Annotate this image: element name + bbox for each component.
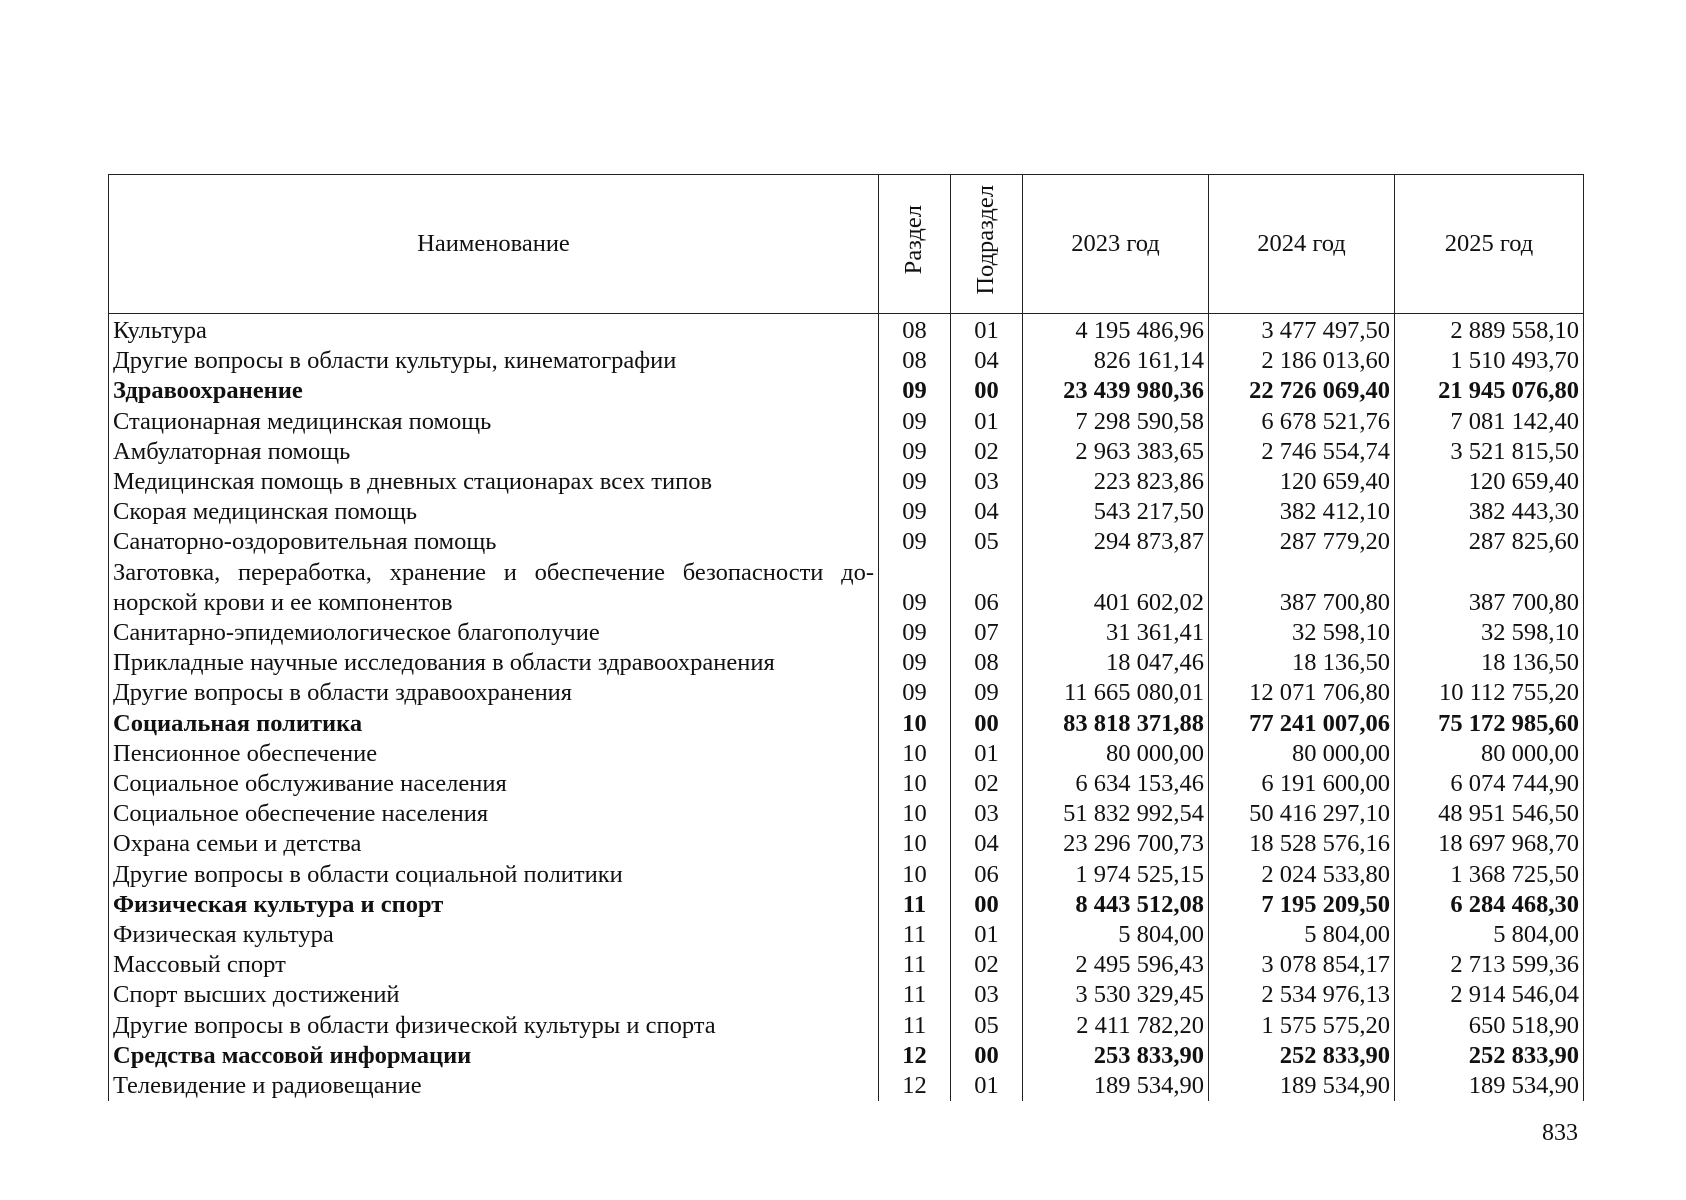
row-value-2025: 48 951 546,50 bbox=[1395, 799, 1584, 829]
row-value-2023: 2 411 782,20 bbox=[1023, 1011, 1209, 1041]
table-row bbox=[109, 920, 1584, 950]
row-subsection: 01 bbox=[951, 739, 1023, 769]
row-value-2024: 32 598,10 bbox=[1209, 618, 1395, 648]
row-value-2025: 287 825,60 bbox=[1395, 527, 1584, 557]
row-name: Массовый спорт bbox=[109, 950, 879, 980]
table-row bbox=[109, 558, 1584, 618]
row-value-2024: 3 477 497,50 bbox=[1209, 314, 1395, 347]
row-value-2025: 189 534,90 bbox=[1395, 1071, 1584, 1101]
page-number: 833 bbox=[1542, 1120, 1578, 1146]
row-section: 10 bbox=[879, 799, 951, 829]
header-year-2025: 2025 год bbox=[1395, 175, 1584, 314]
row-value-2024: 252 833,90 bbox=[1209, 1041, 1395, 1071]
header-subsection-label: Подраздел bbox=[972, 185, 1000, 295]
table-row bbox=[109, 346, 1584, 376]
table-row bbox=[109, 769, 1584, 799]
row-subsection: 06 bbox=[951, 558, 1023, 618]
header-name: Наименование bbox=[109, 175, 879, 314]
table-row bbox=[109, 1041, 1584, 1071]
row-value-2025: 75 172 985,60 bbox=[1395, 709, 1584, 739]
header-section bbox=[879, 175, 951, 314]
row-value-2023: 3 530 329,45 bbox=[1023, 980, 1209, 1010]
table-row bbox=[109, 648, 1584, 678]
header-year-2024: 2024 год bbox=[1209, 175, 1395, 314]
row-name: Физическая культура и спорт bbox=[109, 890, 879, 920]
row-value-2024: 2 186 013,60 bbox=[1209, 346, 1395, 376]
row-name: Заготовка, переработка, хранение и обеспечение безопасности до-норской крови и ее компонентов bbox=[109, 558, 879, 618]
row-section: 09 bbox=[879, 618, 951, 648]
table-body bbox=[109, 314, 1584, 1102]
table-row bbox=[109, 437, 1584, 467]
row-value-2023: 223 823,86 bbox=[1023, 467, 1209, 497]
row-value-2023: 826 161,14 bbox=[1023, 346, 1209, 376]
row-name: Санитарно-эпидемиологическое благополучие bbox=[109, 618, 879, 648]
row-name: Социальное обслуживание населения bbox=[109, 769, 879, 799]
row-value-2023: 83 818 371,88 bbox=[1023, 709, 1209, 739]
row-value-2025: 387 700,80 bbox=[1395, 558, 1584, 618]
row-value-2023: 4 195 486,96 bbox=[1023, 314, 1209, 347]
row-name: Санаторно-оздоровительная помощь bbox=[109, 527, 879, 557]
row-subsection: 00 bbox=[951, 376, 1023, 406]
row-subsection: 02 bbox=[951, 437, 1023, 467]
row-value-2025: 1 368 725,50 bbox=[1395, 860, 1584, 890]
table-row bbox=[109, 739, 1584, 769]
row-subsection: 00 bbox=[951, 709, 1023, 739]
row-name: Другие вопросы в области здравоохранения bbox=[109, 678, 879, 708]
row-name: Средства массовой информации bbox=[109, 1041, 879, 1071]
row-value-2024: 22 726 069,40 bbox=[1209, 376, 1395, 406]
row-value-2025: 2 914 546,04 bbox=[1395, 980, 1584, 1010]
row-value-2023: 23 439 980,36 bbox=[1023, 376, 1209, 406]
row-name: Амбулаторная помощь bbox=[109, 437, 879, 467]
row-name: Другие вопросы в области физической культуры и спорта bbox=[109, 1011, 879, 1041]
row-section: 10 bbox=[879, 860, 951, 890]
row-section: 09 bbox=[879, 527, 951, 557]
row-value-2023: 401 602,02 bbox=[1023, 558, 1209, 618]
row-value-2025: 32 598,10 bbox=[1395, 618, 1584, 648]
row-value-2023: 51 832 992,54 bbox=[1023, 799, 1209, 829]
row-value-2024: 3 078 854,17 bbox=[1209, 950, 1395, 980]
row-section: 09 bbox=[879, 467, 951, 497]
row-value-2023: 11 665 080,01 bbox=[1023, 678, 1209, 708]
table-row bbox=[109, 618, 1584, 648]
row-subsection: 02 bbox=[951, 769, 1023, 799]
row-value-2023: 23 296 700,73 bbox=[1023, 829, 1209, 859]
table-row bbox=[109, 678, 1584, 708]
row-value-2025: 382 443,30 bbox=[1395, 497, 1584, 527]
row-name: Спорт высших достижений bbox=[109, 980, 879, 1010]
header-year-2023: 2023 год bbox=[1023, 175, 1209, 314]
table-row bbox=[109, 890, 1584, 920]
row-section: 09 bbox=[879, 376, 951, 406]
table-row bbox=[109, 709, 1584, 739]
row-name: Скорая медицинская помощь bbox=[109, 497, 879, 527]
row-value-2025: 5 804,00 bbox=[1395, 920, 1584, 950]
row-value-2024: 189 534,90 bbox=[1209, 1071, 1395, 1101]
row-name: Здравоохранение bbox=[109, 376, 879, 406]
row-section: 09 bbox=[879, 558, 951, 618]
row-name: Культура bbox=[109, 314, 879, 347]
row-value-2023: 2 495 596,43 bbox=[1023, 950, 1209, 980]
row-value-2025: 252 833,90 bbox=[1395, 1041, 1584, 1071]
row-value-2024: 5 804,00 bbox=[1209, 920, 1395, 950]
table-row bbox=[109, 1011, 1584, 1041]
row-value-2025: 6 284 468,30 bbox=[1395, 890, 1584, 920]
row-section: 09 bbox=[879, 678, 951, 708]
row-subsection: 04 bbox=[951, 346, 1023, 376]
row-value-2025: 120 659,40 bbox=[1395, 467, 1584, 497]
row-name: Стационарная медицинская помощь bbox=[109, 407, 879, 437]
row-subsection: 04 bbox=[951, 497, 1023, 527]
row-value-2024: 6 678 521,76 bbox=[1209, 407, 1395, 437]
row-subsection: 05 bbox=[951, 527, 1023, 557]
table-row bbox=[109, 314, 1584, 347]
row-section: 12 bbox=[879, 1041, 951, 1071]
row-section: 11 bbox=[879, 1011, 951, 1041]
row-name: Пенсионное обеспечение bbox=[109, 739, 879, 769]
row-value-2024: 2 746 554,74 bbox=[1209, 437, 1395, 467]
row-value-2024: 6 191 600,00 bbox=[1209, 769, 1395, 799]
row-name: Охрана семьи и детства bbox=[109, 829, 879, 859]
table-row bbox=[109, 376, 1584, 406]
row-subsection: 01 bbox=[951, 314, 1023, 347]
row-value-2025: 2 713 599,36 bbox=[1395, 950, 1584, 980]
row-value-2023: 6 634 153,46 bbox=[1023, 769, 1209, 799]
table-row bbox=[109, 980, 1584, 1010]
table-row bbox=[109, 467, 1584, 497]
row-section: 09 bbox=[879, 437, 951, 467]
table-row bbox=[109, 950, 1584, 980]
row-value-2025: 3 521 815,50 bbox=[1395, 437, 1584, 467]
row-value-2025: 80 000,00 bbox=[1395, 739, 1584, 769]
row-name: Другие вопросы в области социальной политики bbox=[109, 860, 879, 890]
row-value-2024: 18 528 576,16 bbox=[1209, 829, 1395, 859]
table-row bbox=[109, 829, 1584, 859]
row-subsection: 01 bbox=[951, 407, 1023, 437]
row-value-2023: 80 000,00 bbox=[1023, 739, 1209, 769]
row-section: 12 bbox=[879, 1071, 951, 1101]
row-value-2024: 12 071 706,80 bbox=[1209, 678, 1395, 708]
row-name: Социальная политика bbox=[109, 709, 879, 739]
row-value-2024: 1 575 575,20 bbox=[1209, 1011, 1395, 1041]
row-subsection: 00 bbox=[951, 1041, 1023, 1071]
row-section: 10 bbox=[879, 769, 951, 799]
row-subsection: 00 bbox=[951, 890, 1023, 920]
header-section-label: Раздел bbox=[900, 205, 928, 275]
row-value-2025: 18 697 968,70 bbox=[1395, 829, 1584, 859]
row-value-2023: 8 443 512,08 bbox=[1023, 890, 1209, 920]
table-row bbox=[109, 527, 1584, 557]
table-header-row bbox=[109, 175, 1584, 314]
row-subsection: 03 bbox=[951, 980, 1023, 1010]
row-section: 11 bbox=[879, 950, 951, 980]
row-value-2025: 10 112 755,20 bbox=[1395, 678, 1584, 708]
table-row bbox=[109, 799, 1584, 829]
row-value-2023: 31 361,41 bbox=[1023, 618, 1209, 648]
row-value-2025: 21 945 076,80 bbox=[1395, 376, 1584, 406]
row-value-2025: 7 081 142,40 bbox=[1395, 407, 1584, 437]
row-name: Другие вопросы в области культуры, кинематографии bbox=[109, 346, 879, 376]
row-section: 10 bbox=[879, 709, 951, 739]
row-value-2025: 650 518,90 bbox=[1395, 1011, 1584, 1041]
row-value-2023: 253 833,90 bbox=[1023, 1041, 1209, 1071]
row-name: Телевидение и радиовещание bbox=[109, 1071, 879, 1101]
row-section: 08 bbox=[879, 314, 951, 347]
row-value-2023: 7 298 590,58 bbox=[1023, 407, 1209, 437]
row-section: 10 bbox=[879, 739, 951, 769]
row-section: 09 bbox=[879, 497, 951, 527]
row-value-2023: 2 963 383,65 bbox=[1023, 437, 1209, 467]
row-name: Прикладные научные исследования в области здравоохранения bbox=[109, 648, 879, 678]
row-value-2025: 18 136,50 bbox=[1395, 648, 1584, 678]
row-name: Медицинская помощь в дневных стационарах всех типов bbox=[109, 467, 879, 497]
row-value-2024: 120 659,40 bbox=[1209, 467, 1395, 497]
row-value-2023: 294 873,87 bbox=[1023, 527, 1209, 557]
row-subsection: 03 bbox=[951, 467, 1023, 497]
table-row bbox=[109, 1071, 1584, 1101]
row-subsection: 02 bbox=[951, 950, 1023, 980]
header-subsection bbox=[951, 175, 1023, 314]
row-value-2024: 382 412,10 bbox=[1209, 497, 1395, 527]
row-section: 11 bbox=[879, 980, 951, 1010]
row-value-2024: 2 024 533,80 bbox=[1209, 860, 1395, 890]
row-section: 09 bbox=[879, 407, 951, 437]
row-subsection: 08 bbox=[951, 648, 1023, 678]
table-row bbox=[109, 497, 1584, 527]
row-section: 09 bbox=[879, 648, 951, 678]
row-subsection: 01 bbox=[951, 1071, 1023, 1101]
row-value-2023: 1 974 525,15 bbox=[1023, 860, 1209, 890]
row-value-2024: 7 195 209,50 bbox=[1209, 890, 1395, 920]
row-subsection: 09 bbox=[951, 678, 1023, 708]
row-value-2023: 18 047,46 bbox=[1023, 648, 1209, 678]
row-section: 08 bbox=[879, 346, 951, 376]
row-subsection: 05 bbox=[951, 1011, 1023, 1041]
row-subsection: 03 bbox=[951, 799, 1023, 829]
row-value-2024: 80 000,00 bbox=[1209, 739, 1395, 769]
row-value-2025: 1 510 493,70 bbox=[1395, 346, 1584, 376]
row-subsection: 06 bbox=[951, 860, 1023, 890]
budget-table bbox=[108, 174, 1584, 1101]
row-value-2024: 387 700,80 bbox=[1209, 558, 1395, 618]
row-name: Физическая культура bbox=[109, 920, 879, 950]
table-row bbox=[109, 860, 1584, 890]
row-section: 11 bbox=[879, 890, 951, 920]
row-section: 11 bbox=[879, 920, 951, 950]
row-value-2023: 543 217,50 bbox=[1023, 497, 1209, 527]
row-value-2024: 2 534 976,13 bbox=[1209, 980, 1395, 1010]
row-value-2024: 77 241 007,06 bbox=[1209, 709, 1395, 739]
table-row bbox=[109, 407, 1584, 437]
row-value-2024: 50 416 297,10 bbox=[1209, 799, 1395, 829]
row-subsection: 01 bbox=[951, 920, 1023, 950]
row-subsection: 07 bbox=[951, 618, 1023, 648]
row-section: 10 bbox=[879, 829, 951, 859]
row-subsection: 04 bbox=[951, 829, 1023, 859]
row-value-2024: 287 779,20 bbox=[1209, 527, 1395, 557]
row-value-2025: 2 889 558,10 bbox=[1395, 314, 1584, 347]
row-value-2023: 5 804,00 bbox=[1023, 920, 1209, 950]
row-name: Социальное обеспечение населения bbox=[109, 799, 879, 829]
row-value-2024: 18 136,50 bbox=[1209, 648, 1395, 678]
row-value-2025: 6 074 744,90 bbox=[1395, 769, 1584, 799]
row-value-2023: 189 534,90 bbox=[1023, 1071, 1209, 1101]
